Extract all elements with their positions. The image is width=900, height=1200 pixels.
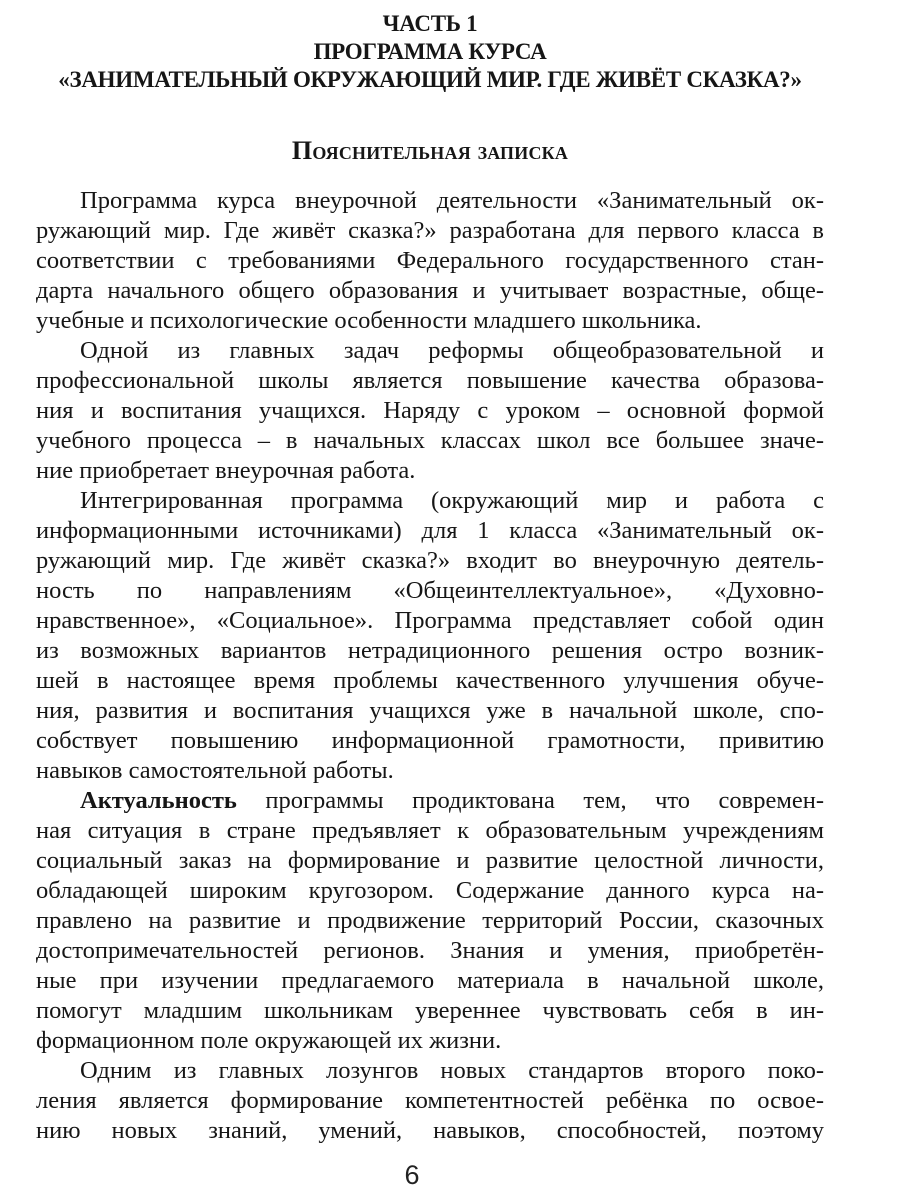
text-line: социальный заказ на формирование и развитие целостной личности, (36, 847, 824, 874)
text-line: шей в настоящее время проблемы качественного улучшения обуче- (36, 667, 824, 694)
text-line: Одним из главных лозунгов новых стандартов второго поко- (80, 1057, 824, 1084)
text-line: ние приобретает внеурочная работа. (36, 457, 416, 484)
body-text (36, 186, 824, 1146)
text-line: нравственное», «Социальное». Программа представляет собой один (36, 607, 824, 634)
text-line: Актуальность программы продиктована тем, что современ- (80, 787, 824, 814)
text-line: собствует повышению информационной грамотности, привитию (36, 727, 824, 754)
text-line: профессиональной школы является повышение качества образова- (36, 367, 824, 394)
text-line: ная ситуация в стране предъявляет к образовательным учреждениям (36, 817, 824, 844)
text-line: обладающей широким кругозором. Содержание данного курса на- (36, 877, 824, 904)
emphasized-word: Актуальность (80, 787, 237, 814)
section-heading: Пояснительная записка (291, 136, 569, 165)
text-line: формационном поле окружающей их жизни. (36, 1027, 502, 1054)
text-line: учебные и психологические особенности младшего школьника. (36, 307, 702, 334)
text-line: информационными источниками) для 1 класса «Занимательный ок- (36, 517, 824, 544)
text-line: нию новых знаний, умений, навыков, способностей, поэтому (36, 1117, 824, 1144)
page-number: 6 (404, 1160, 420, 1190)
text-line: Одной из главных задач реформы общеобразовательной и (80, 337, 824, 364)
part-title-line-1: ЧАСТЬ 1 (382, 11, 478, 36)
text-line: ления является формирование компетентностей ребёнка по освое- (36, 1087, 824, 1114)
text-line: Интегрированная программа (окружающий мир и работа с (80, 487, 824, 514)
text-line: ность по направлениям «Общеинтеллектуальное», «Духовно- (36, 577, 824, 604)
text-line: из возможных вариантов нетрадиционного решения остро возник- (36, 637, 824, 664)
text-line: дарта начального общего образования и учитывает возрастные, обще- (36, 277, 824, 304)
text-line: достопримечательностей регионов. Знания и умения, приобретён- (36, 937, 824, 964)
text-line: навыков самостоятельной работы. (36, 757, 394, 784)
text-line: помогут младшим школьникам увереннее чувствовать себя в ин- (36, 997, 824, 1024)
text-line: ные при изучении предлагаемого материала в начальной школе, (36, 967, 824, 994)
text-line: ния, развития и воспитания учащихся уже в начальной школе, спо- (36, 697, 824, 724)
text-line: ния и воспитания учащихся. Наряду с уроком – основной формой (36, 397, 824, 424)
text-line: соответствии с требованиями Федерального государственного стан- (36, 247, 824, 274)
part-title (36, 10, 824, 94)
text-line: ружающий мир. Где живёт сказка?» разработана для первого класса в (36, 217, 824, 244)
text-line: ружающий мир. Где живёт сказка?» входит во внеурочную деятель- (36, 547, 824, 574)
text-line: Программа курса внеурочной деятельности «Занимательный ок- (80, 187, 824, 214)
text-line: правлено на развитие и продвижение территорий России, сказочных (36, 907, 824, 934)
text-line: учебного процесса – в начальных классах школ все большее значе- (36, 427, 824, 454)
part-title-line-2: ПРОГРАММА КУРСА (313, 39, 547, 64)
part-title-line-3: «ЗАНИМАТЕЛЬНЫЙ ОКРУЖАЮЩИЙ МИР. ГДЕ ЖИВЁТ СКАЗКА?» (58, 67, 802, 92)
